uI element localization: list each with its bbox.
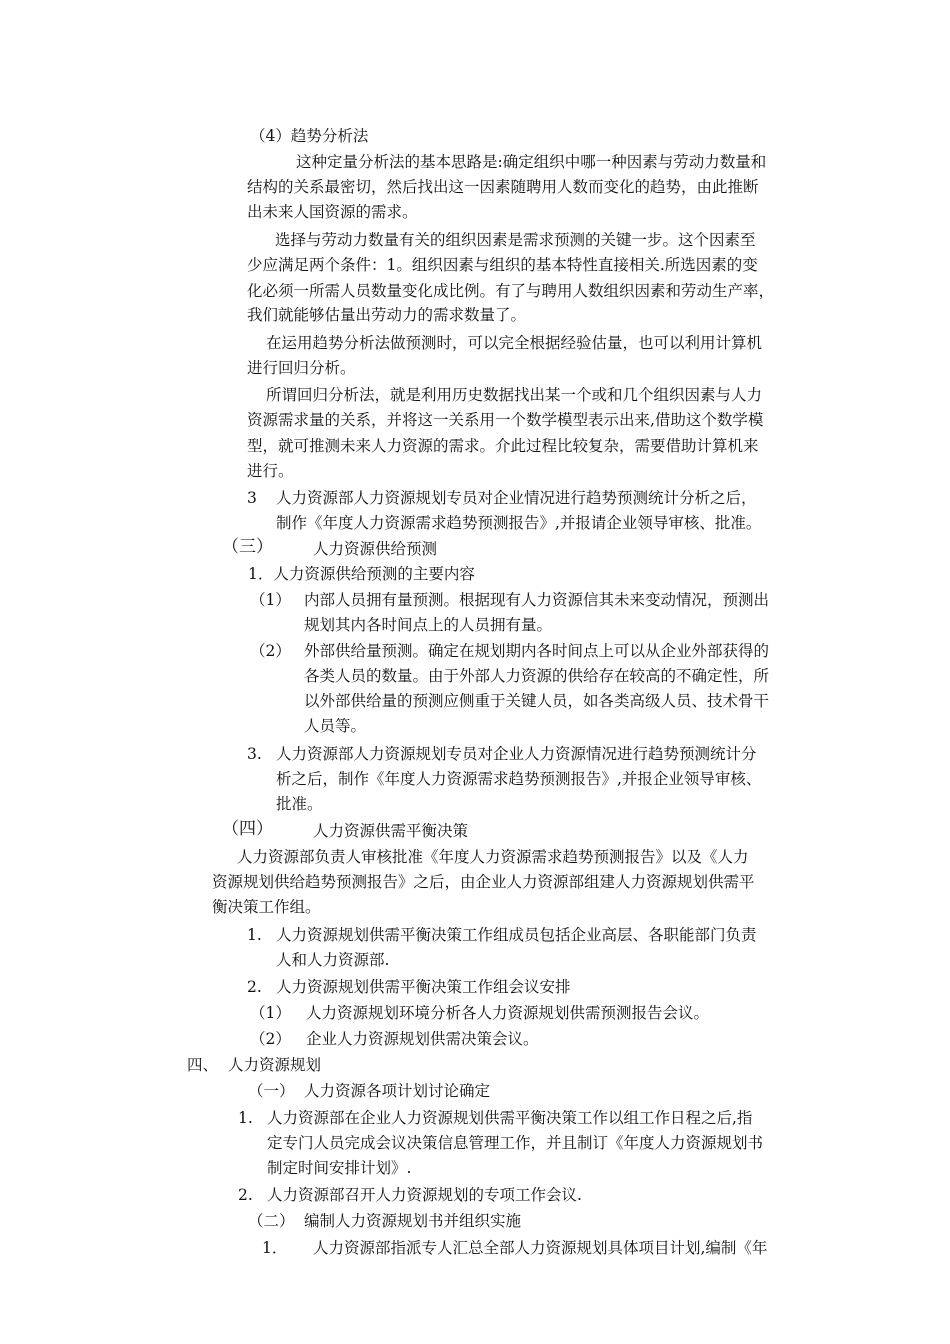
paragraph-2-line: 我们就能够估量出劳动力的需求数量了。 [247,306,527,324]
paragraph-1-line: 出未来人国资源的需求。 [247,203,418,221]
paragraph-5-line: 资源规划供给趋势预测报告》之后，由企业人力资源部组建人力资源规划供需平 [212,873,755,891]
list-item-line: 制定时间安排计划》. [267,1159,412,1177]
paragraph-4-line: 资源需求量的关系，并将这一关系用一个数学模型表示出来,借助这个数学模 [247,411,764,429]
list-item-line: 人力资源规划供需平衡决策工作组成员包括企业高层、各职能部门负责 [276,926,757,944]
list-item-line: 人力资源部召开人力资源规划的专项工作会议. [267,1186,582,1204]
paragraph-4-line: 所谓回归分析法，就是利用历史数据找出某一个或和几个组织因素与人力 [266,386,763,404]
list-item-line: 人力资源部指派专人汇总全部人力资源规划具体项目计划,编制《年 [313,1239,768,1257]
list-item-line: 企业人力资源规划供需决策会议。 [306,1030,539,1048]
list-item-line: 规划其内各时间点上的人员拥有量。 [304,616,553,634]
list-item-line: 人力资源部人力资源规划专员对企业人力资源情况进行趋势预测统计分 [276,745,757,763]
section-title-compile-plan: 编制人力资源规划书并组织实施 [304,1212,522,1230]
list-item-line: 人力资源部人力资源规划专员对企业情况进行趋势预测统计分析之后， [276,489,757,507]
list-number: （1） [250,591,291,609]
paragraph-4-line: 进行。 [247,462,294,480]
list-item-line: 外部供给量预测。确定在规划期内各时间点上可以从企业外部获得的 [304,642,770,660]
list-number: （2） [250,1030,291,1048]
paragraph-5-line: 人力资源部负责人审核批准《年度人力资源需求趋势预测报告》以及《人力 [237,848,749,866]
list-item-line: 定专门人员完成会议决策信息管理工作，并且制订《年度人力资源规划书 [267,1134,764,1152]
list-number: 1． [262,1239,288,1257]
list-number: 1. [247,926,262,944]
paragraph-3-line: 在运用趋势分析法做预测时，可以完全根据经验估量，也可以利用计算机 [266,334,763,352]
paragraph-2-line: 化必须一所需人员数量变化成比例。有了与聘用人数组织因素和劳动生产率， [247,282,775,300]
list-item-line: 内部人员拥有量预测。根据现有人力资源信其未来变动情况，预测出 [304,591,770,609]
list-number: 1. [238,1109,253,1127]
subsection-heading: 1．人力资源供给预测的主要内容 [248,565,475,583]
list-item-line: 析之后，制作《年度人力资源需求趋势预测报告》,并报企业领导审核、 [276,770,762,788]
list-item-line: 人力资源部在企业人力资源规划供需平衡决策工作以组工作日程之后,指 [267,1109,753,1127]
section-title-plan-discussion: 人力资源各项计划讨论确定 [304,1082,491,1100]
chapter-title-hr-planning: 人力资源规划 [228,1056,322,1074]
section-number-3: （三） [222,537,273,557]
list-number: 3. [247,745,262,763]
list-number: 2. [247,978,262,996]
section-number-4: （四） [222,819,273,839]
section-number-2: （二） [248,1212,295,1230]
paragraph-3-line: 进行回归分析。 [247,359,356,377]
paragraph-1-line: 结构的关系最密切，然后找出这一因素随聘用人数而变化的趋势，由此推断 [247,178,759,196]
list-item-line: 人员等。 [304,717,367,735]
section-heading-trend-analysis: （4）趋势分析法 [250,127,369,145]
list-item-line: 人力资源规划供需平衡决策工作组会议安排 [276,978,571,996]
paragraph-2-line: 选择与劳动力数量有关的组织因素是需求预测的关键一步。这个因素至 [275,231,756,249]
paragraph-1-line: 这种定量分析法的基本思路是:确定组织中哪一种因素与劳动力数量和 [296,153,767,171]
list-item-line: 各类人员的数量。由于外部人力资源的供给存在较高的不确定性，所 [304,667,770,685]
list-item-line: 人力资源规划环境分析各人力资源规划供需预测报告会议。 [306,1004,710,1022]
section-number-1: （一） [248,1082,295,1100]
section-title-supply-forecast: 人力资源供给预测 [313,540,438,558]
list-number: （1） [250,1004,291,1022]
paragraph-5-line: 衡决策工作组。 [212,898,321,916]
list-item-line: 人和人力资源部. [276,951,390,969]
paragraph-2-line: 少应满足两个条件：1。组织因素与组织的基本特性直接相关.所选因素的变 [247,256,758,274]
list-number: 3 [247,489,257,507]
list-item-line: 以外部供给量的预测应侧重于关键人员，如各类高级人员、技术骨干 [304,692,770,710]
list-number: 2. [238,1186,253,1204]
paragraph-4-line: 型，就可推测未来人力资源的需求。介此过程比较复杂，需要借助计算机来 [247,437,759,455]
list-item-line: 批准。 [276,795,323,813]
list-item-line: 制作《年度人力资源需求趋势预测报告》,并报请企业领导审核、批准。 [276,514,762,532]
chapter-number-4: 四、 [187,1056,219,1074]
list-number: （2） [250,642,291,660]
section-title-balance-decision: 人力资源供需平衡决策 [313,822,469,840]
